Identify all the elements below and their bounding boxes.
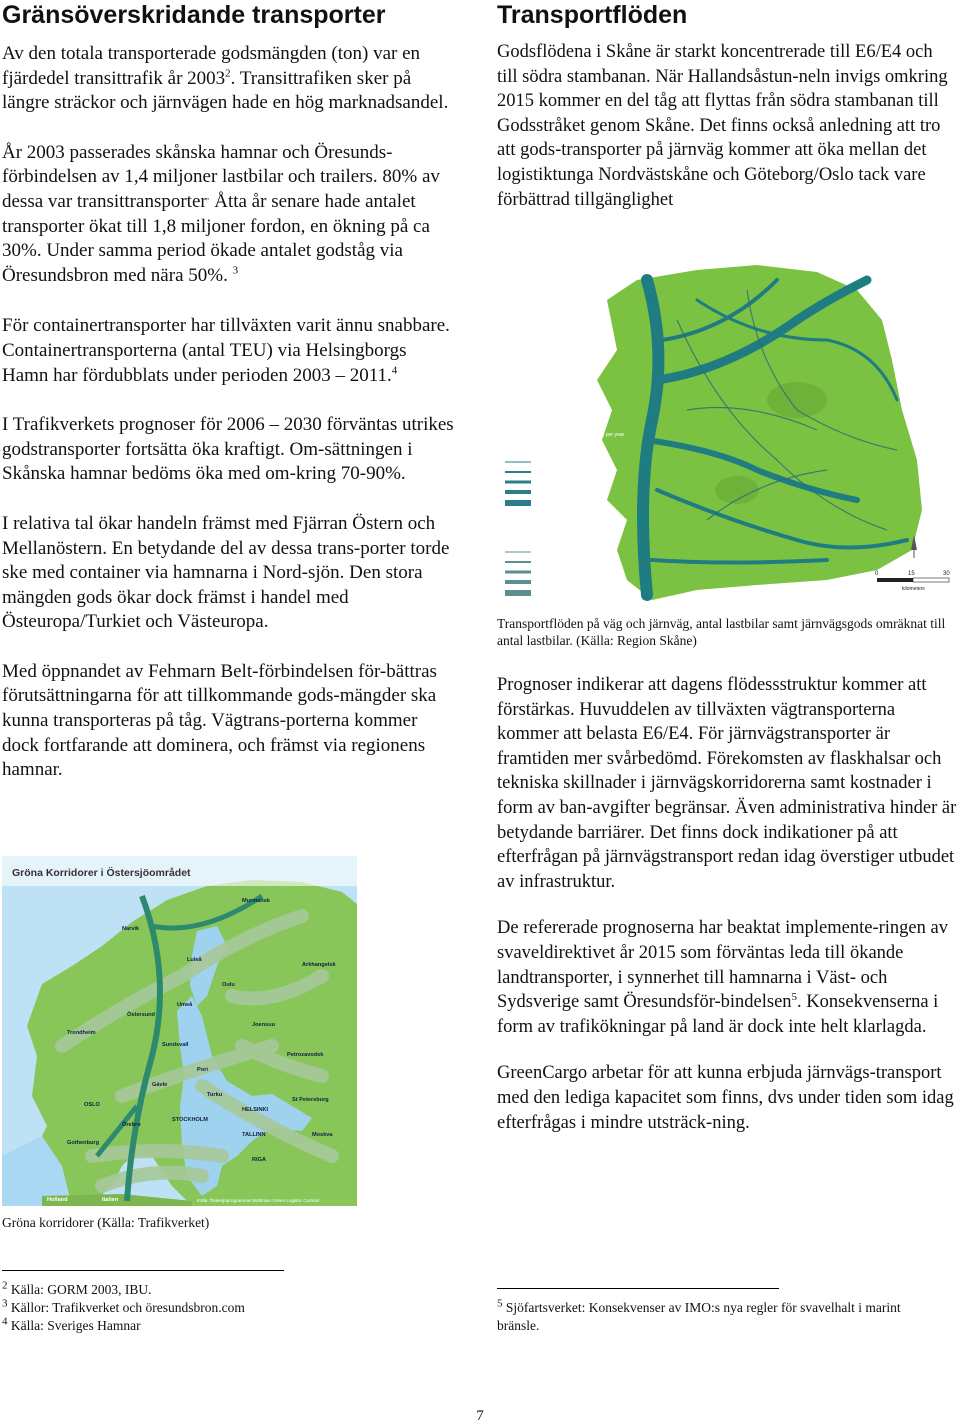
footnote: $^4$ Källa: Sveriges Hamnar: [2, 1315, 141, 1333]
place-label: Sundsvall: [162, 1042, 189, 1048]
section-title-flows: Transportflöden: [497, 1, 688, 29]
page-number: 7: [476, 1408, 484, 1424]
place-label: Gävle: [152, 1082, 168, 1088]
left-column: [2, 0, 454, 783]
place-label: Trondheim: [67, 1030, 96, 1036]
footnote: $^2$ Källa: GORM 2003, IBU.: [2, 1279, 152, 1297]
legend-trucks-swatches: [505, 552, 531, 593]
paragraph-containers: För containertransporter har tillväxten varit ännu snabbare. Containertransporterna (antal TEU) via Helsingborgs Hamn har fördubblats under perioden 2003 – 2011.$^4$: [2, 315, 450, 386]
paragraph-trade: I relativa tal ökar handeln främst med Fjärran Östern och Mellanöstern. En betydande del av dessa trans-porter torde ske med container via hamnarna i Nord-sjön. Den stora mängden gods ökar dock främst i handel med Östeuropa/Turkiet och Västeuropa.: [2, 512, 450, 633]
legend-freight-title: Freight trains recalculated in number of trucks per year: [503, 432, 625, 438]
legend-freight-value: 5000: [535, 501, 547, 507]
map-credit: Källa: Östersjöprogrammet Bothnian Green Logistic Corridor: [197, 1198, 320, 1203]
place-label: STOCKHOLM: [172, 1117, 208, 1123]
place-label: Östersund: [127, 1012, 155, 1018]
section-title-transit: Gränsöverskridande transporter: [2, 1, 386, 29]
right-column: [497, 0, 957, 212]
scale-bar: [875, 571, 950, 592]
paragraph-fehmarn: Med öppnandet av Fehmarn Belt-förbindelsen för-bättras förutsättningarna för att tillkommande gods-mängder ska kunna transporteras på tåg. Vägtrans-porterna kommer dock fortfarande att dominera, och främst via regionens hamnar.: [2, 660, 437, 781]
paragraph-sulphur: De refererade prognoserna har beaktat implemente-ringen av svaveldirektivet år 2015 som förväntas leda till ökande landtransporter, i synnerhet till hamnarna i Väst- och Sydsverige samt Öresundsför-bindelsen$^5$. Konsekvenserna i form av trafikökningar på land är dock inte helt klarlagda.: [497, 918, 948, 1037]
place-label: Joensuu: [252, 1022, 276, 1028]
place-label: Arkhangelsk: [302, 962, 336, 968]
skane-flows-map-graphic: [497, 260, 960, 605]
figure-caption-flows: Transportflöden på väg och järnväg, antal lastbilar samt järnvägsgods omräknat till antal lastbilar. (Källa: Region Skåne): [497, 616, 946, 648]
place-label: Oulu: [222, 982, 235, 988]
place-label: Umeå: [177, 1002, 193, 1008]
place-label: Gothenburg: [67, 1140, 100, 1146]
place-label: Narvik: [122, 926, 140, 932]
legend-trucks-value: 1250: [535, 570, 547, 576]
paragraph-trucks-2003: År 2003 passerades skånska hamnar och Öresunds-förbindelsen av 1,4 miljoner lastbilar och trailers. 80% av dessa var transittransporter. Åtta år senare hade antalet transporter ökat till 1,8 miljoner fordon, en ökning på ca 30%. Under samma period ökade antalet godståg via Öresundsbron med nära 50%. $^3$: [2, 141, 440, 286]
legend-trucks-value: 750: [535, 560, 544, 566]
place-label: OSLO: [84, 1102, 100, 1108]
footnote-divider: [2, 1270, 284, 1271]
scale-label: 15: [908, 571, 915, 577]
scale-unit: kilometers: [902, 586, 925, 592]
legend-freight-swatches: [505, 462, 531, 503]
footnote-divider: [497, 1288, 779, 1289]
place-label: Murmansk: [242, 898, 270, 904]
footnotes-left: [2, 1270, 452, 1335]
paragraph-transit-share: Av den totala transporterade godsmängden (ton) var en fjärdedel transittrafik år 2003$^2$. Transittrafiken sker på längre sträckor och järnvägen hade en hög marknadsandel.: [2, 43, 449, 114]
place-label: Italien: [102, 1197, 119, 1203]
legend-freight-value: 2500: [535, 490, 547, 496]
legend-trucks-value: 5000: [535, 591, 547, 597]
place-label: Moskva: [312, 1132, 333, 1138]
place-label: TALLINN: [242, 1132, 266, 1138]
place-label: St Petersburg: [292, 1097, 329, 1103]
scale-label: 30: [943, 571, 950, 577]
legend-trucks-title: Calculated number of trucks per year: [503, 530, 585, 536]
place-label: Pori: [197, 1067, 208, 1073]
scale-label: 0: [875, 571, 879, 577]
place-label: HELSINKI: [242, 1107, 269, 1113]
place-label: RIGA: [252, 1157, 266, 1163]
right-column-lower: [497, 673, 957, 1135]
skane-flows-map: [497, 260, 960, 605]
green-corridors-map: [2, 856, 357, 1206]
place-label: Petrozavodsk: [287, 1052, 324, 1058]
paragraph-greencargo: GreenCargo arbetar för att kunna erbjuda järnvägs-transport med den lediga kapacitet som finns, dvs under tiden som idag efterfrågas i mindre utsträck-ning.: [497, 1063, 954, 1133]
place-label: Turku: [207, 1092, 223, 1098]
map-title: Gröna Korridorer i Östersjöområdet: [12, 867, 191, 879]
paragraph-forecast: I Trafikverkets prognoser för 2006 – 2030 förväntas utrikes godstransporter fortsätta öka kraftigt. Om-sättningen i Skånska hamnar bedöms öka med om-kring 70-90%.: [2, 414, 454, 485]
legend-trucks-value: 375: [535, 550, 544, 556]
place-label: Holland: [47, 1197, 68, 1203]
legend-freight-value: 375: [535, 460, 544, 466]
paragraph-flows: Godsflödena i Skåne är starkt koncentrerade till E6/E4 och till södra stambanan. När Hallandsåstun-neln invigs omkring 2015 kommer en del tåg att flyttas från södra stambanan till Godsstråket genom Skåne. Det finns också anledning att tro att gods-transporter på järnväg kommer att öka mellan det logistiktunga Nordvästskåne och Göteborg/Oslo tack vare förbättrad tillgänglighet: [497, 42, 948, 210]
footnote: $^3$ Källor: Trafikverket och öresundsbron.com: [2, 1297, 245, 1315]
footnotes-right: [497, 1288, 937, 1335]
green-corridors-map-graphic: [2, 856, 357, 1206]
figure-caption-green-corridors: Gröna korridorer (Källa: Trafikverket): [2, 1215, 210, 1230]
place-label: Örebro: [122, 1122, 141, 1128]
legend-freight-value: 1250: [535, 480, 547, 486]
footnote: $^5$ Sjöfartsverket: Konsekvenser av IMO:s nya regler för svavelhalt i marint bränsle.: [497, 1297, 901, 1333]
paragraph-forecast-structure: Prognoser indikerar att dagens flödessstruktur kommer att förstärkas. Huvuddelen av tillväxten vägtransporterna kommer att belasta E6/E4. För järnvägstransporter är framtiden mer svårbedömd. Förekomsten av flaskhalsar och tekniska skillnader i järnvägskorridorerna samt kostnader i form av ban-avgifter begränsar. Även administrativa hinder är betydande barriärer. Det finns dock indikationer på att efterfrågan på järnvägstransport redan idag överstiger utbudet av infrastruktur.: [497, 675, 957, 892]
legend-freight-value: 750: [535, 470, 544, 476]
legend-trucks-value: 2500: [535, 580, 547, 586]
place-label: Luleå: [187, 957, 202, 963]
